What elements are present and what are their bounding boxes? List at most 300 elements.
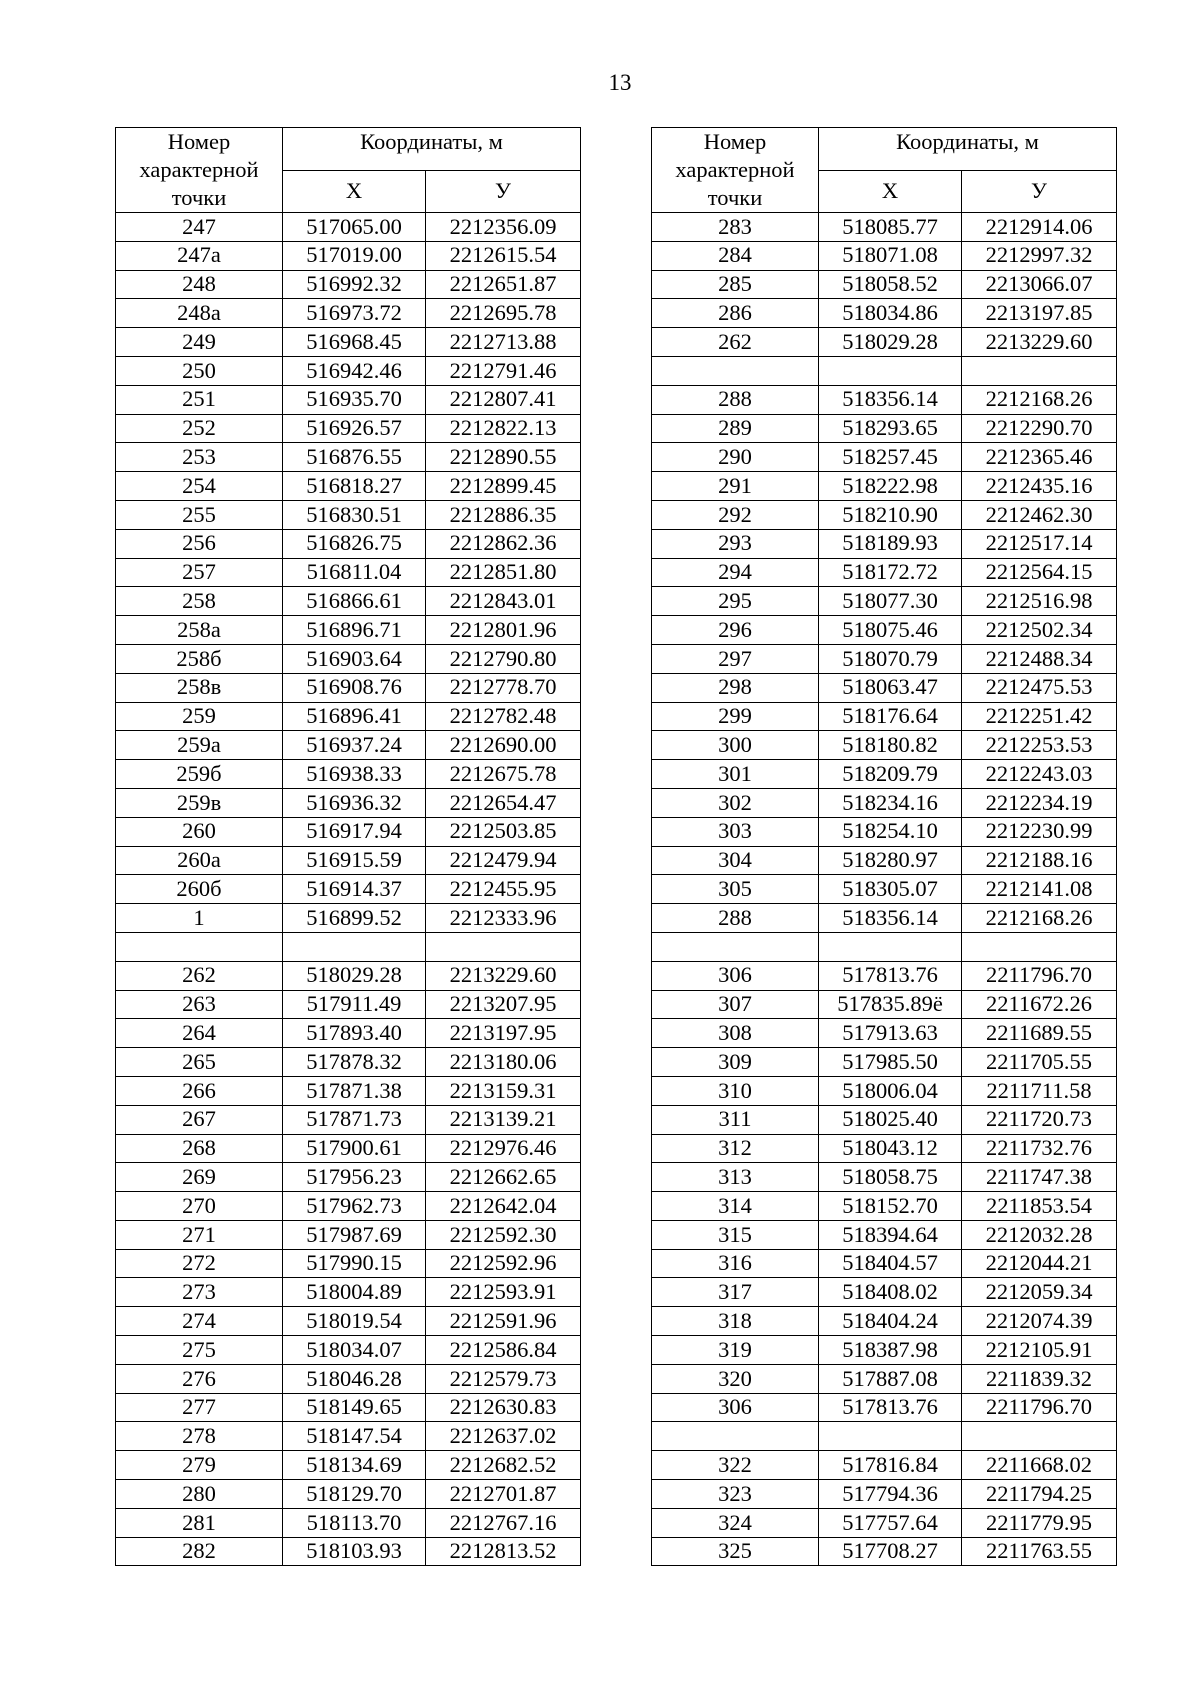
point-number-cell: 249 [116, 328, 283, 357]
y-coordinate-cell: 2211839.32 [962, 1364, 1117, 1393]
point-number-cell: 282 [116, 1537, 283, 1566]
point-number-cell: 270 [116, 1192, 283, 1221]
table-row [652, 328, 1117, 357]
coordinates-table-left [115, 127, 581, 1566]
y-coordinate-cell: 2212813.52 [426, 1537, 581, 1566]
table-row [116, 241, 581, 270]
point-header-line3: точки [171, 185, 227, 210]
table-row [116, 529, 581, 558]
table-row [652, 385, 1117, 414]
y-coordinate-cell: 2212243.03 [962, 760, 1117, 789]
y-coordinate-cell: 2211689.55 [962, 1019, 1117, 1048]
table-row [652, 213, 1117, 242]
point-header-line1: Номер [703, 129, 767, 154]
table-row [652, 731, 1117, 760]
table-row [652, 1048, 1117, 1077]
y-coordinate-cell: 2212365.46 [962, 443, 1117, 472]
table-row [116, 990, 581, 1019]
x-coordinate-cell: 516935.70 [283, 385, 426, 414]
table-row [116, 1336, 581, 1365]
y-coordinate-cell: 2212778.70 [426, 673, 581, 702]
y-coordinate-cell: 2212976.46 [426, 1134, 581, 1163]
x-coordinate-cell: 518029.28 [283, 961, 426, 990]
y-coordinate-cell: 2212807.41 [426, 385, 581, 414]
x-coordinate-cell: 517757.64 [819, 1508, 962, 1537]
x-coordinate-cell: 518387.98 [819, 1336, 962, 1365]
point-header-line2: характерной [139, 157, 259, 182]
x-column-header: Х [283, 170, 426, 212]
point-number-cell: 259 [116, 702, 283, 731]
point-number-cell: 254 [116, 472, 283, 501]
point-number-cell: 258б [116, 644, 283, 673]
x-coordinate-cell: 518046.28 [283, 1364, 426, 1393]
x-coordinate-cell: 518404.57 [819, 1249, 962, 1278]
point-number-cell: 302 [652, 788, 819, 817]
point-number-cell: 325 [652, 1537, 819, 1566]
point-number-cell: 267 [116, 1105, 283, 1134]
point-number-cell: 291 [652, 472, 819, 501]
x-coordinate-cell: 516818.27 [283, 472, 426, 501]
table-row [116, 1307, 581, 1336]
point-number-cell: 264 [116, 1019, 283, 1048]
y-coordinate-cell: 2212356.09 [426, 213, 581, 242]
y-coordinate-cell: 2212168.26 [962, 385, 1117, 414]
point-number-cell: 248 [116, 270, 283, 299]
x-coordinate-cell: 517985.50 [819, 1048, 962, 1077]
y-coordinate-cell: 2212630.83 [426, 1393, 581, 1422]
point-number-cell: 323 [652, 1480, 819, 1509]
table-row [652, 644, 1117, 673]
y-coordinate-cell: 2212105.91 [962, 1336, 1117, 1365]
x-coordinate-cell: 517813.76 [819, 1393, 962, 1422]
table-row [116, 213, 581, 242]
x-coordinate-cell [819, 356, 962, 385]
table-row [652, 616, 1117, 645]
y-coordinate-cell: 2212997.32 [962, 241, 1117, 270]
y-coordinate-cell: 2212502.34 [962, 616, 1117, 645]
x-coordinate-cell: 518147.54 [283, 1422, 426, 1451]
point-number-cell: 252 [116, 414, 283, 443]
point-number-cell: 274 [116, 1307, 283, 1336]
table-row [116, 1019, 581, 1048]
table-row [652, 299, 1117, 328]
y-coordinate-cell: 2212074.39 [962, 1307, 1117, 1336]
y-coordinate-cell: 2211779.95 [962, 1508, 1117, 1537]
x-coordinate-cell: 517019.00 [283, 241, 426, 270]
table-row [116, 1393, 581, 1422]
x-coordinate-cell: 518222.98 [819, 472, 962, 501]
y-coordinate-cell: 2212642.04 [426, 1192, 581, 1221]
right-table-body [652, 213, 1117, 1566]
x-coordinate-cell: 517900.61 [283, 1134, 426, 1163]
table-row [116, 1192, 581, 1221]
x-coordinate-cell: 518025.40 [819, 1105, 962, 1134]
y-coordinate-cell: 2211668.02 [962, 1451, 1117, 1480]
table-row [116, 270, 581, 299]
table-row [652, 1105, 1117, 1134]
table-row [116, 673, 581, 702]
table-row [652, 1249, 1117, 1278]
table-row [116, 961, 581, 990]
table-row [116, 817, 581, 846]
table-row [652, 529, 1117, 558]
point-number-cell: 312 [652, 1134, 819, 1163]
table-row [652, 1364, 1117, 1393]
y-coordinate-cell: 2212059.34 [962, 1278, 1117, 1307]
table-row [652, 932, 1117, 961]
x-coordinate-cell: 516896.41 [283, 702, 426, 731]
x-coordinate-cell: 518280.97 [819, 846, 962, 875]
point-number-cell: 288 [652, 385, 819, 414]
point-number-cell: 273 [116, 1278, 283, 1307]
y-coordinate-cell: 2212662.65 [426, 1163, 581, 1192]
x-coordinate-cell: 518129.70 [283, 1480, 426, 1509]
table-row [116, 443, 581, 472]
x-coordinate-cell: 517878.32 [283, 1048, 426, 1077]
x-coordinate-cell: 517065.00 [283, 213, 426, 242]
x-coordinate-cell: 518209.79 [819, 760, 962, 789]
table-row [116, 875, 581, 904]
point-header-line3: точки [707, 185, 763, 210]
table-row [652, 1220, 1117, 1249]
point-number-cell: 303 [652, 817, 819, 846]
x-coordinate-cell: 518019.54 [283, 1307, 426, 1336]
point-number-cell: 250 [116, 356, 283, 385]
y-coordinate-cell: 2212032.28 [962, 1220, 1117, 1249]
x-coordinate-cell: 516942.46 [283, 356, 426, 385]
table-row [116, 1278, 581, 1307]
point-number-cell: 247 [116, 213, 283, 242]
x-coordinate-cell: 516908.76 [283, 673, 426, 702]
table-row [116, 731, 581, 760]
table-row [116, 932, 581, 961]
point-number-cell: 259б [116, 760, 283, 789]
page-number: 13 [608, 70, 632, 95]
y-coordinate-cell: 2212290.70 [962, 414, 1117, 443]
x-coordinate-cell: 518176.64 [819, 702, 962, 731]
table-row [652, 846, 1117, 875]
coordinates-table-right [651, 127, 1117, 1566]
point-number-cell: 307 [652, 990, 819, 1019]
point-number-cell: 281 [116, 1508, 283, 1537]
y-coordinate-cell: 2212701.87 [426, 1480, 581, 1509]
y-coordinate-cell [962, 1422, 1117, 1451]
table-row [116, 1048, 581, 1077]
y-coordinate-cell: 2213180.06 [426, 1048, 581, 1077]
point-number-cell [652, 1422, 819, 1451]
y-coordinate-cell: 2213197.85 [962, 299, 1117, 328]
table-row [116, 904, 581, 933]
x-coordinate-cell: 516876.55 [283, 443, 426, 472]
x-coordinate-cell: 518394.64 [819, 1220, 962, 1249]
x-coordinate-cell: 516973.72 [283, 299, 426, 328]
point-number-cell: 290 [652, 443, 819, 472]
point-number-cell: 319 [652, 1336, 819, 1365]
point-number-cell: 263 [116, 990, 283, 1019]
y-coordinate-cell: 2212230.99 [962, 817, 1117, 846]
y-coordinate-cell: 2212593.91 [426, 1278, 581, 1307]
y-coordinate-cell: 2212168.26 [962, 904, 1117, 933]
table-row [116, 1163, 581, 1192]
table-row [116, 587, 581, 616]
table-row [652, 472, 1117, 501]
table-row [652, 1192, 1117, 1221]
y-coordinate-cell: 2212886.35 [426, 500, 581, 529]
y-coordinate-cell: 2212767.16 [426, 1508, 581, 1537]
y-coordinate-cell: 2212253.53 [962, 731, 1117, 760]
point-number-cell: 283 [652, 213, 819, 242]
x-coordinate-cell: 518356.14 [819, 385, 962, 414]
y-coordinate-cell [426, 932, 581, 961]
y-coordinate-cell: 2211705.55 [962, 1048, 1117, 1077]
x-coordinate-cell: 517813.76 [819, 961, 962, 990]
point-number-cell: 251 [116, 385, 283, 414]
x-coordinate-cell: 518070.79 [819, 644, 962, 673]
table-row [652, 241, 1117, 270]
table-row [116, 1480, 581, 1509]
point-number-cell: 260 [116, 817, 283, 846]
point-number-cell: 308 [652, 1019, 819, 1048]
point-number-cell: 313 [652, 1163, 819, 1192]
point-number-cell: 262 [652, 328, 819, 357]
point-number-cell: 265 [116, 1048, 283, 1077]
table-row [652, 1393, 1117, 1422]
point-number-header [652, 128, 819, 213]
x-coordinate-cell: 517990.15 [283, 1249, 426, 1278]
x-coordinate-cell: 518004.89 [283, 1278, 426, 1307]
y-coordinate-cell: 2211796.70 [962, 961, 1117, 990]
y-coordinate-cell: 2212790.80 [426, 644, 581, 673]
x-coordinate-cell: 518134.69 [283, 1451, 426, 1480]
point-number-cell: 268 [116, 1134, 283, 1163]
x-coordinate-cell: 516826.75 [283, 529, 426, 558]
point-number-cell: 311 [652, 1105, 819, 1134]
y-coordinate-cell: 2212637.02 [426, 1422, 581, 1451]
table-row [116, 558, 581, 587]
table-row [116, 760, 581, 789]
y-coordinate-cell: 2212455.95 [426, 875, 581, 904]
table-row [116, 788, 581, 817]
table-row [116, 500, 581, 529]
y-coordinate-cell: 2212503.85 [426, 817, 581, 846]
y-coordinate-cell: 2212899.45 [426, 472, 581, 501]
y-coordinate-cell: 2212675.78 [426, 760, 581, 789]
x-coordinate-cell: 516936.32 [283, 788, 426, 817]
point-number-cell: 300 [652, 731, 819, 760]
y-coordinate-cell: 2212141.08 [962, 875, 1117, 904]
table-row [116, 299, 581, 328]
x-coordinate-cell: 517893.40 [283, 1019, 426, 1048]
table-row [116, 328, 581, 357]
x-coordinate-cell: 518210.90 [819, 500, 962, 529]
point-number-cell: 306 [652, 961, 819, 990]
table-row [652, 1480, 1117, 1509]
point-number-cell [652, 932, 819, 961]
table-row [116, 1422, 581, 1451]
point-number-cell: 258а [116, 616, 283, 645]
x-coordinate-cell: 518189.93 [819, 529, 962, 558]
table-row [652, 788, 1117, 817]
table-row [652, 1451, 1117, 1480]
x-coordinate-cell: 518103.93 [283, 1537, 426, 1566]
x-coordinate-cell: 516830.51 [283, 500, 426, 529]
y-coordinate-cell: 2211794.25 [962, 1480, 1117, 1509]
x-coordinate-cell: 518058.52 [819, 270, 962, 299]
point-number-cell: 253 [116, 443, 283, 472]
table-row [116, 1364, 581, 1393]
y-coordinate-cell: 2211720.73 [962, 1105, 1117, 1134]
y-coordinate-cell: 2212914.06 [962, 213, 1117, 242]
point-number-cell: 306 [652, 1393, 819, 1422]
table-row [652, 1019, 1117, 1048]
y-coordinate-cell: 2212695.78 [426, 299, 581, 328]
point-number-cell: 305 [652, 875, 819, 904]
y-coordinate-cell: 2212579.73 [426, 1364, 581, 1393]
table-row [652, 1163, 1117, 1192]
table-row [652, 817, 1117, 846]
point-number-cell: 315 [652, 1220, 819, 1249]
table-row [652, 587, 1117, 616]
table-row [652, 1422, 1117, 1451]
table-row [652, 1307, 1117, 1336]
table-row [652, 1336, 1117, 1365]
x-coordinate-cell: 518075.46 [819, 616, 962, 645]
table-row [652, 356, 1117, 385]
y-coordinate-cell: 2213229.60 [962, 328, 1117, 357]
point-number-cell [652, 356, 819, 385]
left-table-body [116, 213, 581, 1566]
point-number-cell: 279 [116, 1451, 283, 1480]
point-number-cell: 277 [116, 1393, 283, 1422]
y-coordinate-cell: 2213229.60 [426, 961, 581, 990]
coordinates-header: Координаты, м [819, 128, 1117, 171]
point-number-cell: 286 [652, 299, 819, 328]
table-row [652, 673, 1117, 702]
y-coordinate-cell: 2212782.48 [426, 702, 581, 731]
table-row [116, 1508, 581, 1537]
table-row [652, 270, 1117, 299]
y-coordinate-cell: 2212890.55 [426, 443, 581, 472]
x-coordinate-cell: 518404.24 [819, 1307, 962, 1336]
x-coordinate-cell: 517816.84 [819, 1451, 962, 1480]
x-coordinate-cell: 516811.04 [283, 558, 426, 587]
table-row [652, 1508, 1117, 1537]
point-number-cell: 316 [652, 1249, 819, 1278]
x-coordinate-cell: 518085.77 [819, 213, 962, 242]
point-number-cell: 288 [652, 904, 819, 933]
x-coordinate-cell: 518043.12 [819, 1134, 962, 1163]
x-coordinate-cell: 518058.75 [819, 1163, 962, 1192]
y-coordinate-cell: 2212801.96 [426, 616, 581, 645]
y-coordinate-cell: 2212462.30 [962, 500, 1117, 529]
table-row [116, 1220, 581, 1249]
y-coordinate-cell: 2212488.34 [962, 644, 1117, 673]
x-coordinate-cell: 517887.08 [819, 1364, 962, 1393]
x-coordinate-cell: 517987.69 [283, 1220, 426, 1249]
table-row [652, 760, 1117, 789]
y-coordinate-cell [962, 932, 1117, 961]
x-coordinate-cell: 518034.86 [819, 299, 962, 328]
y-coordinate-cell: 2212516.98 [962, 587, 1117, 616]
table-row [652, 414, 1117, 443]
y-coordinate-cell: 2212435.16 [962, 472, 1117, 501]
y-coordinate-cell: 2212822.13 [426, 414, 581, 443]
point-number-cell: 322 [652, 1451, 819, 1480]
point-number-cell: 255 [116, 500, 283, 529]
point-number-cell: 309 [652, 1048, 819, 1077]
point-header-line1: Номер [167, 129, 231, 154]
y-column-header: У [426, 170, 581, 212]
y-coordinate-cell: 2213159.31 [426, 1076, 581, 1105]
x-coordinate-cell: 518029.28 [819, 328, 962, 357]
table-row [116, 846, 581, 875]
point-number-cell: 289 [652, 414, 819, 443]
y-coordinate-cell: 2212654.47 [426, 788, 581, 817]
x-coordinate-cell: 517913.63 [819, 1019, 962, 1048]
x-coordinate-cell: 516903.64 [283, 644, 426, 673]
y-coordinate-cell: 2212682.52 [426, 1451, 581, 1480]
x-coordinate-cell [819, 932, 962, 961]
y-coordinate-cell: 2211796.70 [962, 1393, 1117, 1422]
table-row [116, 1105, 581, 1134]
y-coordinate-cell [962, 356, 1117, 385]
y-coordinate-cell: 2212851.80 [426, 558, 581, 587]
y-coordinate-cell: 2212651.87 [426, 270, 581, 299]
point-number-cell: 260а [116, 846, 283, 875]
point-number-cell: 284 [652, 241, 819, 270]
x-coordinate-cell: 516915.59 [283, 846, 426, 875]
point-number-cell: 266 [116, 1076, 283, 1105]
table-row [116, 1249, 581, 1278]
table-row [116, 1537, 581, 1566]
y-coordinate-cell: 2212791.46 [426, 356, 581, 385]
point-number-cell: 258в [116, 673, 283, 702]
y-coordinate-cell: 2212564.15 [962, 558, 1117, 587]
table-row [116, 1076, 581, 1105]
table-row [116, 472, 581, 501]
point-number-cell: 248а [116, 299, 283, 328]
y-coordinate-cell: 2213207.95 [426, 990, 581, 1019]
table-row [116, 356, 581, 385]
point-number-cell: 278 [116, 1422, 283, 1451]
x-coordinate-cell: 516938.33 [283, 760, 426, 789]
y-coordinate-cell: 2212188.16 [962, 846, 1117, 875]
table-row [652, 1278, 1117, 1307]
x-coordinate-cell: 517794.36 [819, 1480, 962, 1509]
x-coordinate-cell: 518408.02 [819, 1278, 962, 1307]
y-coordinate-cell: 2212843.01 [426, 587, 581, 616]
point-number-cell: 310 [652, 1076, 819, 1105]
point-number-cell: 259а [116, 731, 283, 760]
y-coordinate-cell: 2212615.54 [426, 241, 581, 270]
point-number-cell: 280 [116, 1480, 283, 1509]
coordinates-header: Координаты, м [283, 128, 581, 171]
point-number-header [116, 128, 283, 213]
y-coordinate-cell: 2212479.94 [426, 846, 581, 875]
x-coordinate-cell: 518257.45 [819, 443, 962, 472]
y-coordinate-cell: 2212713.88 [426, 328, 581, 357]
point-number-cell: 301 [652, 760, 819, 789]
point-number-cell: 296 [652, 616, 819, 645]
point-number-cell: 269 [116, 1163, 283, 1192]
table-row [652, 1076, 1117, 1105]
y-coordinate-cell: 2212592.96 [426, 1249, 581, 1278]
x-coordinate-cell: 517911.49 [283, 990, 426, 1019]
x-coordinate-cell: 518172.72 [819, 558, 962, 587]
point-number-cell [116, 932, 283, 961]
y-coordinate-cell: 2213066.07 [962, 270, 1117, 299]
y-coordinate-cell: 2213139.21 [426, 1105, 581, 1134]
